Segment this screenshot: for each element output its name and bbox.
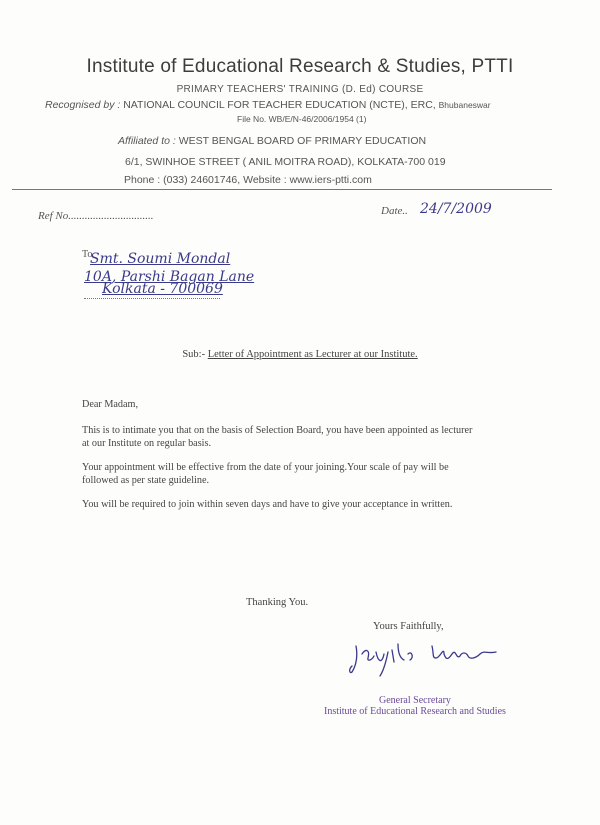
recipient-address-street: 10A, Parshi Bagan Lane (84, 269, 255, 285)
signatory-title: General Secretary (379, 695, 451, 706)
recognised-label: Recognised by : (45, 99, 121, 111)
signatory-organization: Institute of Educational Research and Studies (324, 706, 506, 717)
paragraph-selection: This is to intimate you that on the basis of Selection Board, you have been appointed as lecturer at our Institute on regular basis. (82, 425, 473, 449)
recognised-city: Bhubaneswar (438, 100, 491, 110)
address-rule (84, 298, 220, 299)
affiliated-label: Affiliated to : (118, 135, 176, 147)
paragraph-joining: You will be required to join within seven days and have to give your acceptance in written. (82, 499, 453, 510)
closing-phrase: Yours Faithfully, (373, 621, 444, 632)
recognised-body: NATIONAL COUNCIL FOR TEACHER EDUCATION (NCTE), ERC, (123, 99, 436, 111)
to-label: To (82, 249, 93, 260)
salutation: Dear Madam, (82, 399, 139, 410)
date-label: Date.. (381, 205, 408, 217)
contact-line: Phone : (033) 24601746, Website : www.iers-ptti.com (124, 174, 372, 186)
subject-text: Letter of Appointment as Lecturer at our Institute. (207, 349, 418, 360)
recipient-name: Smt. Soumi Mondal (90, 251, 231, 267)
thanking-note: Thanking You. (246, 597, 309, 608)
paragraph-effective: Your appointment will be effective from the date of your joining.Your scale of pay will be followed as per state guideline. (82, 462, 449, 486)
recognition-line (45, 99, 491, 111)
signature (348, 636, 508, 678)
affiliated-body: WEST BENGAL BOARD OF PRIMARY EDUCATION (178, 135, 427, 147)
header-divider (12, 189, 552, 190)
institute-address: 6/1, SWINHOE STREET ( ANIL MOITRA ROAD), KOLKATA-700 019 (125, 156, 446, 168)
ref-number: Ref No............................... (38, 210, 154, 222)
institute-title: Institute of Educational Research & Studies, PTTI (86, 56, 514, 77)
course-name: PRIMARY TEACHERS' TRAINING (D. Ed) COURSE (176, 84, 424, 95)
date-value: 24/7/2009 (420, 201, 492, 217)
file-number: File No. WB/E/N-46/2006/1954 (1) (237, 114, 367, 124)
subject-line (0, 349, 600, 360)
subject-label: Sub:- (182, 349, 206, 360)
recipient-address-city: Kolkata - 700069 (102, 281, 223, 297)
affiliation-line (118, 135, 426, 147)
